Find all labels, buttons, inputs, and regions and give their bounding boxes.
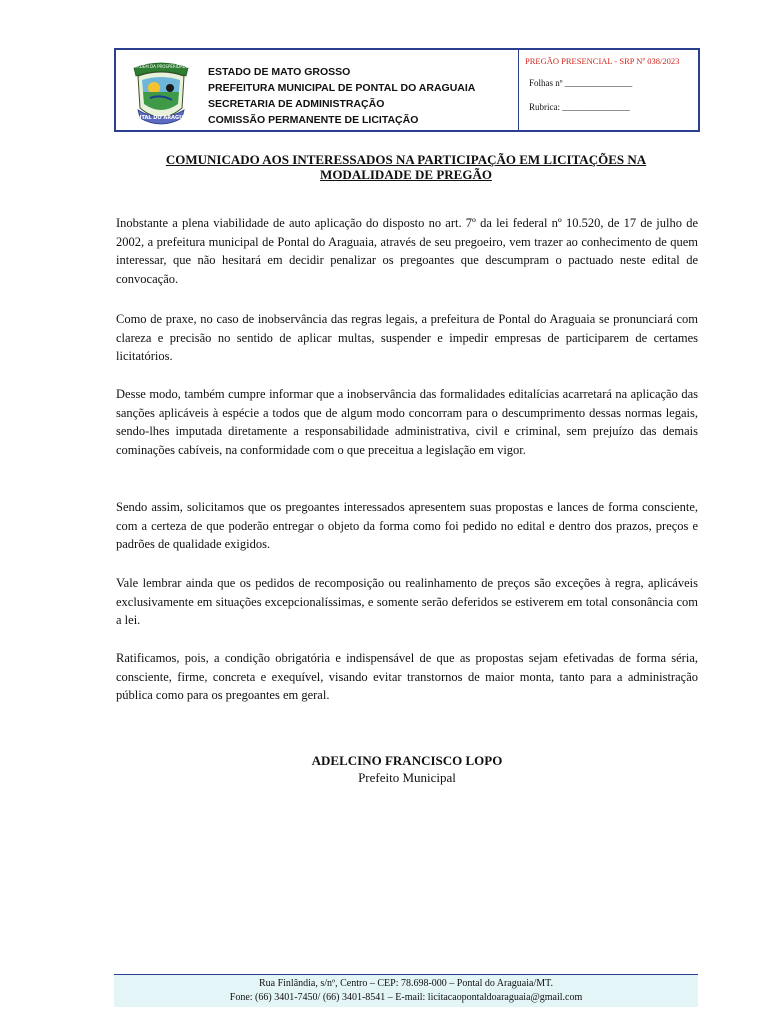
header-procedure-block: [518, 50, 698, 130]
paragraph-1: Inobstante a plena viabilidade de auto aplicação do disposto no art. 7º da lei federal nº 10.520, de 17 de julho de 2002, a prefeitura municipal de Pontal do Araguaia, através de seu pregoeiro, vem trazer ao conhecimento de quem interessar, que não hesitará em decidir penalizar os pregoantes que descumpram o pactuado neste edital de convocação.: [116, 216, 698, 286]
title-line-1: COMUNICADO AOS INTERESSADOS NA PARTICIPAÇÃO EM LICITAÇÕES NA: [165, 152, 647, 167]
org-line-secretariat: SECRETARIA DE ADMINISTRAÇÃO: [208, 98, 385, 110]
signatory-name: ADELCINO FRANCISCO LOPO: [311, 753, 503, 768]
paragraph-3: Desse modo, também cumpre informar que a inobservância das formalidades editalícias acarretará na aplicação das sanções aplicáveis à espécie a todos que de algum modo concorram para o descumprimento dessas normas legais, sendo-lhes imputada diretamente a responsabilidade administrativa, civil e criminal, sem prejuízo das demais cominações cabíveis, na conformidade com o que preceitua a legislação em vigor.: [116, 387, 698, 457]
paragraph-2: Como de praxe, no caso de inobservância das regras legais, a prefeitura de Pontal do Araguaia se pronunciará com clareza e precisão no sentido de aplicar multas, suspender e impedir empresas de participarem de certames licitatórios.: [116, 312, 698, 363]
paragraph-5: Vale lembrar ainda que os pedidos de recomposição ou realinhamento de preços são exceções à regra, aplicáveis exclusivamente em situações excepcionalíssimas, e somente serão deferidos se estiverem em total consonância com a lei.: [116, 576, 698, 627]
document-footer: [114, 974, 698, 1007]
paragraph-4: Sendo assim, solicitamos que os pregoantes interessados apresentem suas propostas e lances de forma consciente, com a certeza de que poderão entregar o objeto da forma como foi pedido no edital e dentro dos prazos, preços e padrões de qualidade exigidos.: [116, 500, 698, 551]
document-header: [114, 48, 700, 132]
signature-block: [116, 752, 698, 786]
org-line-commission: COMISSÃO PERMANENTE DE LICITAÇÃO: [208, 114, 419, 126]
paragraph-6: Ratificamos, pois, a condição obrigatória e indispensável de que as propostas sejam efetivadas de forma séria, consciente, firme, concreta e exequível, visando evitar transtornos de maior monta, tanto para a administração pública como para os pregoantes em geral.: [116, 651, 698, 702]
signatory-role: Prefeito Municipal: [358, 770, 456, 785]
footer-contact: Fone: (66) 3401-7450/ (66) 3401-8541 – E-mail: licitacaopontaldoaraguaia@gmail.com: [229, 992, 583, 1003]
title-line-2: MODALIDADE DE PREGÃO: [320, 167, 492, 182]
municipal-coat-of-arms-icon: [124, 54, 198, 128]
rubrica-field: Rubrica: _______________: [529, 102, 630, 112]
org-line-state: ESTADO DE MATO GROSSO: [208, 66, 351, 78]
folhas-field: Folhas nº _______________: [529, 78, 633, 88]
org-line-prefecture: PREFEITURA MUNICIPAL DE PONTAL DO ARAGUAIA: [208, 82, 476, 94]
logo-text: PONTAL DO ARAGUAIA: [129, 115, 193, 121]
header-org-block: [116, 50, 518, 130]
footer-address: Rua Finlândia, s/nº, Centro – CEP: 78.698-000 – Pontal do Araguaia/MT.: [258, 978, 553, 989]
procedure-number: PREGÃO PRESENCIAL - SRP Nº 038/2023: [525, 56, 680, 66]
document-title: [115, 152, 697, 182]
organization-name-lines: [208, 64, 475, 128]
logo-banner: ORDEM DA PROSPERIDADE: [133, 64, 189, 69]
